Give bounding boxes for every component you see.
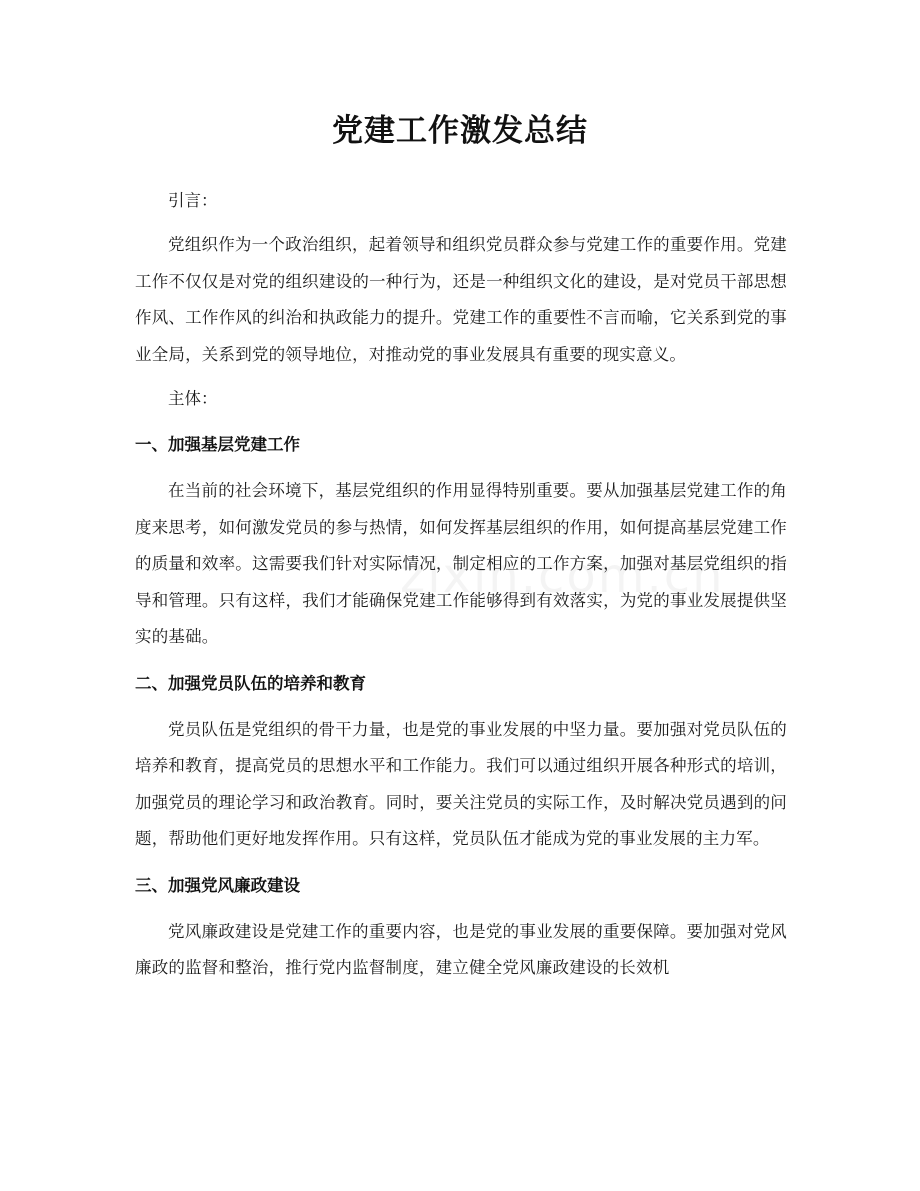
section-paragraph-3: 党风廉政建设是党建工作的重要内容，也是党的事业发展的重要保障。要加强对党风廉政的监督和整治，推行党内监督制度，建立健全党风廉政建设的长效机 xyxy=(135,921,787,977)
intro-label: 引言： xyxy=(168,191,218,210)
section-paragraph-1: 在当前的社会环境下，基层党组织的作用显得特别重要。要从加强基层党建工作的角度来思考，如何激发党员的参与热情，如何发挥基层组织的作用，如何提高基层党建工作的质量和效率。这需要我们针对实际情况，制定相应的工作方案，加强对基层党组织的指导和管理。只有这样，我们才能确保党建工作能够得到有效落实，为党的事业发展提供坚实的基础。 xyxy=(135,481,787,646)
body-label: 主体： xyxy=(168,389,218,408)
section-heading-1: 一、加强基层党建工作 xyxy=(135,435,300,454)
intro-paragraph: 党组织作为一个政治组织，起着领导和组织党员群众参与党建工作的重要作用。党建工作不仅仅是对党的组织建设的一种行为，还是一种组织文化的建设，是对党员干部思想作风、工作作风的纠治和执政能力的提升。党建工作的重要性不言而喻，它关系到党的事业全局，关系到党的领导地位，对推动党的事业发展具有重要的现实意义。 xyxy=(135,235,787,364)
section-heading-3: 三、加强党风廉政建设 xyxy=(135,875,300,895)
section-paragraph-2: 党员队伍是党组织的骨干力量，也是党的事业发展的中坚力量。要加强对党员队伍的培养和教育，提高党员的思想水平和工作能力。我们可以通过组织开展各种形式的培训，加强党员的理论学习和政治教育。同时，要关注党员的实际工作，及时解决党员遇到的问题，帮助他们更好地发挥作用。只有这样，党员队伍才能成为党的事业发展的主力军。 xyxy=(135,719,787,848)
document-title: 党建工作激发总结 xyxy=(332,113,588,149)
document-body xyxy=(135,183,787,987)
section-heading-2: 二、加强党员队伍的培养和教育 xyxy=(135,673,366,693)
